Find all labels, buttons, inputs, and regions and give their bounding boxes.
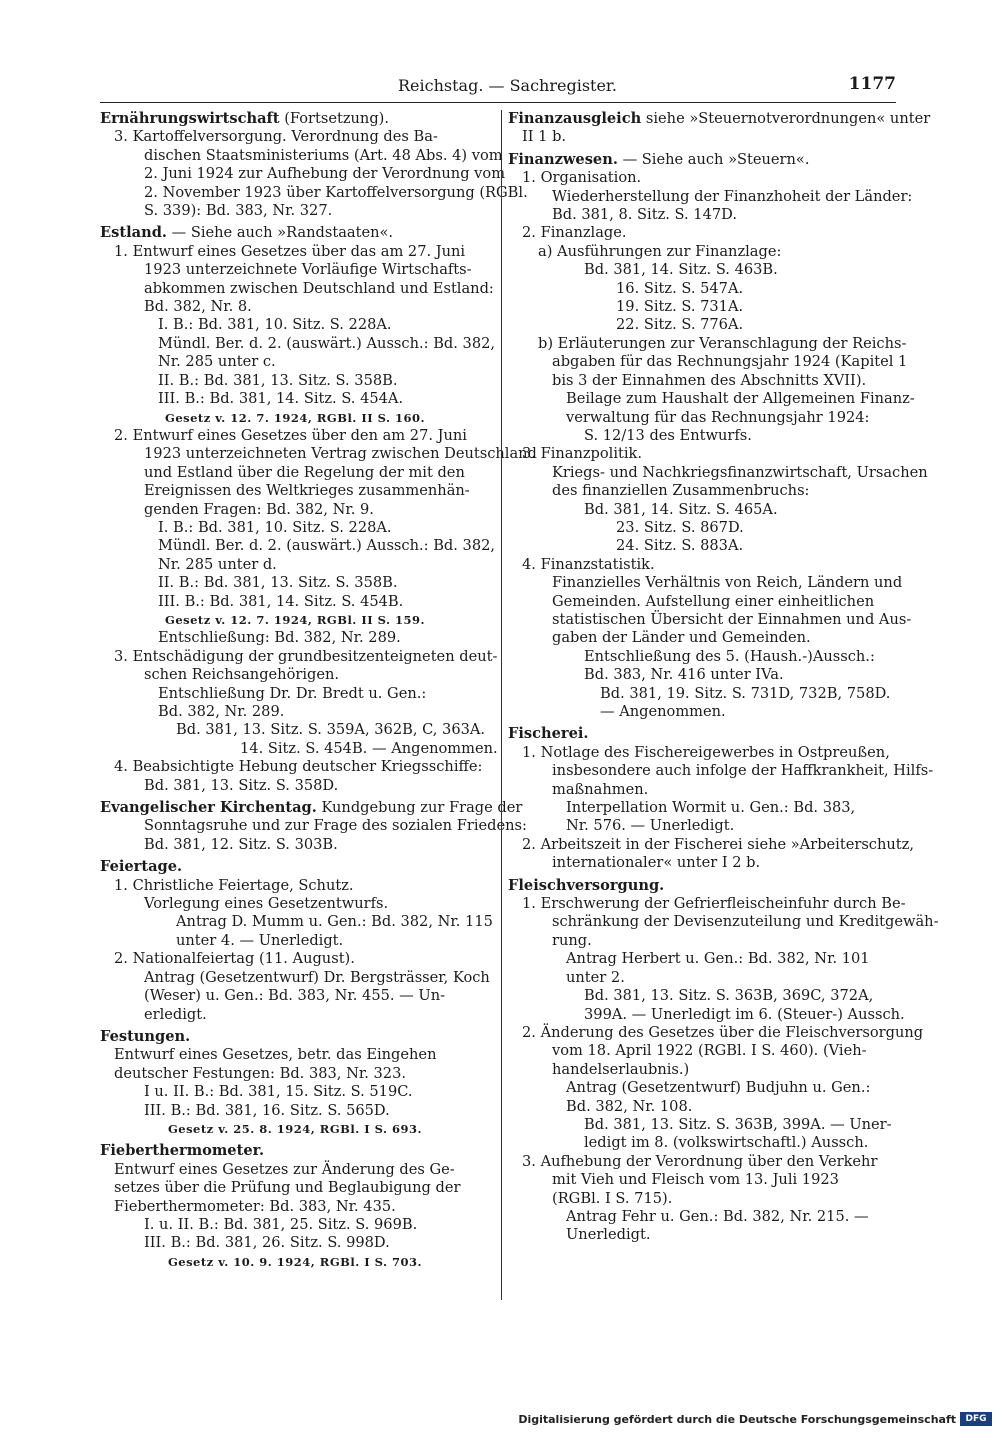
entry-line: Bd. 381, 13. Sitz. S. 358D. [144, 776, 339, 794]
entry-line: Bd. 382, Nr. 289. [158, 703, 285, 720]
entry-line: III. B.: Bd. 381, 14. Sitz. S. 454A. [158, 390, 404, 408]
entry-line: III. B.: Bd. 381, 26. Sitz. S. 998D. [144, 1234, 390, 1252]
entry-line: handelserlaubnis.) [552, 1060, 690, 1078]
entry-line: III. B.: Bd. 381, 16. Sitz. S. 565D. [144, 1101, 390, 1119]
index-entry [100, 224, 537, 795]
entry-heading: Fischerei. [508, 725, 589, 743]
entry-line: Bd. 382, Nr. 8. [144, 298, 252, 316]
entry-line: und Estland über die Regelung der mit den [144, 463, 465, 481]
entry-heading-continuation: siehe »Steuernotverordnungen« unter [645, 110, 931, 127]
entry-heading-continuation: (Fortsetzung). [284, 110, 389, 127]
index-entry [100, 110, 528, 220]
entry-line: unter 2. [566, 968, 625, 986]
entry-line: 2. Finanzlage. [522, 224, 627, 242]
entry-line: internationaler« unter I 2 b. [552, 854, 761, 872]
entry-heading: Estland. [100, 224, 167, 242]
entry-head-line [100, 799, 523, 817]
entry-line: 2. Arbeitszeit in der Fischerei siehe »Arbeiterschutz, [522, 835, 914, 853]
entry-line: Bd. 382, Nr. 108. [566, 1097, 693, 1115]
entry-line: gaben der Länder und Gemeinden. [552, 629, 811, 647]
entry-heading: Finanzwesen. [508, 150, 618, 168]
entry-line: Antrag (Gesetzentwurf) Dr. Bergsträsser, Koch [144, 968, 490, 986]
entry-line: statistischen Übersicht der Einnahmen und Aus- [552, 610, 912, 628]
entry-line: 14. Sitz. S. 454B. — Angenommen. [240, 739, 498, 757]
entry-heading: Festungen. [100, 1027, 191, 1045]
entry-heading-continuation: — Siehe auch »Steuern«. [622, 150, 810, 168]
index-entry [100, 799, 527, 854]
entry-line: 2. Nationalfeiertag (11. August). [114, 950, 355, 968]
law-reference: Gesetz v. 12. 7. 1924, RGBl. II S. 159. [165, 612, 425, 627]
entry-line: I. B.: Bd. 381, 10. Sitz. S. 228A. [158, 518, 392, 536]
dfg-logo: DFG [960, 1412, 992, 1426]
entry-line: Bd. 381, 14. Sitz. S. 465A. [584, 500, 778, 518]
law-reference: Gesetz v. 25. 8. 1924, RGBl. I S. 693. [167, 1121, 423, 1136]
entry-head-line [508, 877, 898, 895]
entry-line: Bd. 381, 13. Sitz. S. 359A, 362B, C, 363A. [176, 721, 486, 739]
entry-line: abkommen zwischen Deutschland und Estland: [144, 279, 494, 297]
entry-line: Nr. 285 unter d. [158, 555, 277, 573]
entry-line: Bd. 381, 13. Sitz. S. 363B, 369C, 372A, [584, 987, 874, 1005]
entry-heading: Fleischversorgung. [508, 876, 665, 894]
entry-line: unter 4. — Unerledigt. [176, 931, 344, 949]
entry-line: S. 339): Bd. 383, Nr. 327. [144, 202, 333, 220]
entry-heading-continuation: — Siehe auch »Randstaaten«. [171, 224, 394, 242]
entry-line: Finanzielles Verhältnis von Reich, Ländern und [552, 574, 903, 592]
entry-heading: Fieberthermometer. [100, 1142, 265, 1160]
index-entry [100, 1142, 490, 1271]
entry-line: 1. Organisation. [522, 169, 642, 187]
entry-line: Sonntagsruhe und zur Frage des sozialen Friedens: [144, 817, 527, 835]
entry-line: Entschließung: Bd. 382, Nr. 289. [158, 629, 401, 647]
entry-heading: Evangelischer Kirchentag. [100, 799, 317, 817]
entry-line: erledigt. [144, 1005, 207, 1023]
entry-line: 22. Sitz. S. 776A. [616, 316, 744, 334]
entry-line: Gemeinden. Aufstellung einer einheitlichen [552, 592, 875, 610]
law-reference: Gesetz v. 10. 9. 1924, RGBl. I S. 703. [167, 1254, 423, 1269]
entry-line: Ereignissen des Weltkrieges zusammenhän- [144, 482, 470, 500]
entry-line: Mündl. Ber. d. 2. (auswärt.) Aussch.: Bd. 382, [158, 537, 496, 555]
entry-line: 2. November 1923 über Kartoffelversorgung (RGBl. [144, 183, 528, 201]
entry-head-line [508, 725, 898, 743]
entry-line: II 1 b. [522, 128, 567, 146]
entry-line: S. 12/13 des Entwurfs. [584, 426, 752, 444]
running-title: Reichstag. — Sachregister. [398, 76, 617, 95]
page-number: 1177 [848, 74, 896, 94]
entry-line: 2. Entwurf eines Gesetzes über den am 27. Juni [114, 426, 467, 444]
entry-line: 1. Christliche Feiertage, Schutz. [114, 876, 354, 894]
right-column [508, 110, 939, 1249]
entry-line: dischen Staatsministeriums (Art. 48 Abs. 4) vom [144, 146, 503, 164]
entry-line: Interpellation Wormit u. Gen.: Bd. 383, [566, 799, 856, 817]
entry-head-line [508, 110, 931, 128]
entry-line: 4. Beabsichtigte Hebung deutscher Kriegsschiffe: [114, 758, 483, 776]
entry-line: a) Ausführungen zur Finanzlage: [538, 242, 782, 260]
entry-line: II. B.: Bd. 381, 13. Sitz. S. 358B. [158, 371, 398, 389]
entry-line: 1. Entwurf eines Gesetzes über das am 27. Juni [114, 242, 466, 260]
entry-line: Antrag D. Mumm u. Gen.: Bd. 382, Nr. 115 [176, 913, 493, 931]
entry-heading: Finanzausgleich [508, 110, 642, 127]
entry-line: 3. Kartoffelversorgung. Verordnung des Ba- [114, 128, 438, 146]
entry-line: Beilage zum Haushalt der Allgemeinen Finanz- [566, 390, 915, 408]
entry-line: Wiederherstellung der Finanzhoheit der Länder: [552, 187, 913, 205]
index-entry [508, 725, 934, 872]
entry-line: Bd. 381, 14. Sitz. S. 463B. [584, 261, 778, 279]
entry-line: (Weser) u. Gen.: Bd. 383, Nr. 455. — Un- [144, 987, 446, 1005]
entry-line: insbesondere auch infolge der Haffkrankheit, Hilfs- [552, 762, 934, 780]
index-entry [508, 876, 939, 1245]
entry-line: rung. [552, 931, 592, 949]
entry-line: I. u. II. B.: Bd. 381, 25. Sitz. S. 969B. [144, 1215, 418, 1233]
entry-head-line [100, 110, 490, 128]
entry-head-line [100, 224, 490, 242]
header-rule [100, 102, 896, 103]
column-divider [501, 110, 502, 1300]
entry-line: ledigt im 8. (volkswirtschaftl.) Aussch. [584, 1134, 869, 1152]
entry-line: 1923 unterzeichneten Vertrag zwischen Deutschland [144, 445, 537, 463]
entry-line: 399A. — Unerledigt im 6. (Steuer-) Aussch. [584, 1005, 905, 1023]
entry-line: 1. Notlage des Fischereigewerbes in Ostpreußen, [522, 743, 890, 761]
index-entry [100, 858, 493, 1024]
entry-line: Entschließung Dr. Dr. Bredt u. Gen.: [158, 684, 427, 702]
entry-line: Kriegs- und Nachkriegsfinanzwirtschaft, Ursachen [552, 463, 928, 481]
index-entry [508, 150, 928, 722]
entry-head-line [100, 858, 490, 876]
entry-line: I u. II. B.: Bd. 381, 15. Sitz. S. 519C. [144, 1083, 413, 1101]
entry-head-line [508, 151, 898, 169]
entry-line: Bd. 381, 12. Sitz. S. 303B. [144, 835, 338, 853]
entry-line: Fieberthermometer: Bd. 383, Nr. 435. [114, 1197, 396, 1215]
entry-line: 4. Finanzstatistik. [522, 555, 655, 573]
entry-line: Bd. 381, 19. Sitz. S. 731D, 732B, 758D. [600, 684, 891, 702]
entry-line: schen Reichsangehörigen. [144, 666, 340, 684]
entry-line: genden Fragen: Bd. 382, Nr. 9. [144, 500, 374, 518]
entry-line: des finanziellen Zusammenbruchs: [552, 482, 810, 500]
entry-line: 2. Änderung des Gesetzes über die Fleischversorgung [522, 1023, 924, 1041]
entry-line: 3. Entschädigung der grundbesitzenteigneten deut- [114, 647, 498, 665]
entry-line: Vorlegung eines Gesetzentwurfs. [144, 895, 389, 913]
entry-line: 1. Erschwerung der Gefrierfleischeinfuhr durch Be- [522, 895, 906, 913]
entry-line: setzes über die Prüfung und Beglaubigung der [114, 1179, 461, 1197]
entry-heading-continuation: Kundgebung zur Frage der [321, 799, 523, 817]
entry-line: (RGBl. I S. 715). [552, 1189, 673, 1207]
entry-line: Antrag Fehr u. Gen.: Bd. 382, Nr. 215. — [566, 1207, 869, 1225]
entry-line: maßnahmen. [552, 780, 649, 798]
entry-line: 19. Sitz. S. 731A. [616, 298, 744, 316]
entry-line: Entschließung des 5. (Haush.-)Aussch.: [584, 647, 875, 665]
entry-line: 3. Finanzpolitik. [522, 445, 643, 463]
entry-line: abgaben für das Rechnungsjahr 1924 (Kapitel 1 [552, 353, 908, 371]
entry-line: 23. Sitz. S. 867D. [616, 518, 744, 536]
entry-head-line [100, 1028, 490, 1046]
entry-line: mit Vieh und Fleisch vom 13. Juli 1923 [552, 1171, 839, 1189]
entry-line: II. B.: Bd. 381, 13. Sitz. S. 358B. [158, 574, 398, 592]
entry-line: Antrag (Gesetzentwurf) Budjuhn u. Gen.: [566, 1079, 871, 1097]
left-column [100, 110, 537, 1275]
entry-line: I. B.: Bd. 381, 10. Sitz. S. 228A. [158, 316, 392, 334]
entry-line: deutscher Festungen: Bd. 383, Nr. 323. [114, 1064, 406, 1082]
entry-line: 3. Aufhebung der Verordnung über den Verkehr [522, 1152, 878, 1170]
entry-line: verwaltung für das Rechnungsjahr 1924: [566, 408, 870, 426]
entry-line: Mündl. Ber. d. 2. (auswärt.) Aussch.: Bd. 382, [158, 334, 496, 352]
entry-line: Entwurf eines Gesetzes zur Änderung des Ge- [114, 1160, 455, 1178]
footer-credit [518, 1412, 992, 1426]
entry-line: vom 18. April 1922 (RGBl. I S. 460). (Vieh- [552, 1042, 867, 1060]
entry-line: Entwurf eines Gesetzes, betr. das Eingehen [114, 1046, 437, 1064]
entry-heading: Ernährungswirtschaft [100, 110, 280, 127]
entry-line: Nr. 285 unter c. [158, 353, 276, 371]
page-header [100, 74, 896, 102]
entry-line: Bd. 381, 8. Sitz. S. 147D. [552, 206, 737, 224]
entry-line: Nr. 576. — Unerledigt. [566, 817, 735, 835]
index-entry [508, 110, 931, 147]
entry-line: schränkung der Devisenzuteilung und Kreditgewäh- [552, 913, 939, 931]
entry-line: III. B.: Bd. 381, 14. Sitz. S. 454B. [158, 592, 404, 610]
footer-credit-text: Digitalisierung gefördert durch die Deutsche Forschungsgemeinschaft [518, 1412, 956, 1426]
entry-line: 1923 unterzeichnete Vorläufige Wirtschafts- [144, 261, 472, 279]
entry-line: bis 3 der Einnahmen des Abschnitts XVII). [552, 371, 867, 389]
entry-line: Unerledigt. [566, 1226, 651, 1244]
entry-heading: Feiertage. [100, 858, 183, 876]
entry-line: b) Erläuterungen zur Veranschlagung der Reichs- [538, 334, 907, 352]
entry-line: Bd. 381, 13. Sitz. S. 363B, 399A. — Uner- [584, 1115, 892, 1133]
entry-line: 16. Sitz. S. 547A. [616, 279, 744, 297]
entry-line: Antrag Herbert u. Gen.: Bd. 382, Nr. 101 [566, 950, 870, 968]
entry-line: 24. Sitz. S. 883A. [616, 537, 744, 555]
law-reference: Gesetz v. 12. 7. 1924, RGBl. II S. 160. [165, 410, 425, 425]
entry-line: — Angenommen. [600, 703, 726, 720]
entry-line: Bd. 383, Nr. 416 unter IVa. [584, 666, 784, 684]
entry-line: 2. Juni 1924 zur Aufhebung der Verordnung vom [144, 165, 506, 183]
entry-head-line [100, 1142, 490, 1160]
index-entry [100, 1028, 490, 1138]
